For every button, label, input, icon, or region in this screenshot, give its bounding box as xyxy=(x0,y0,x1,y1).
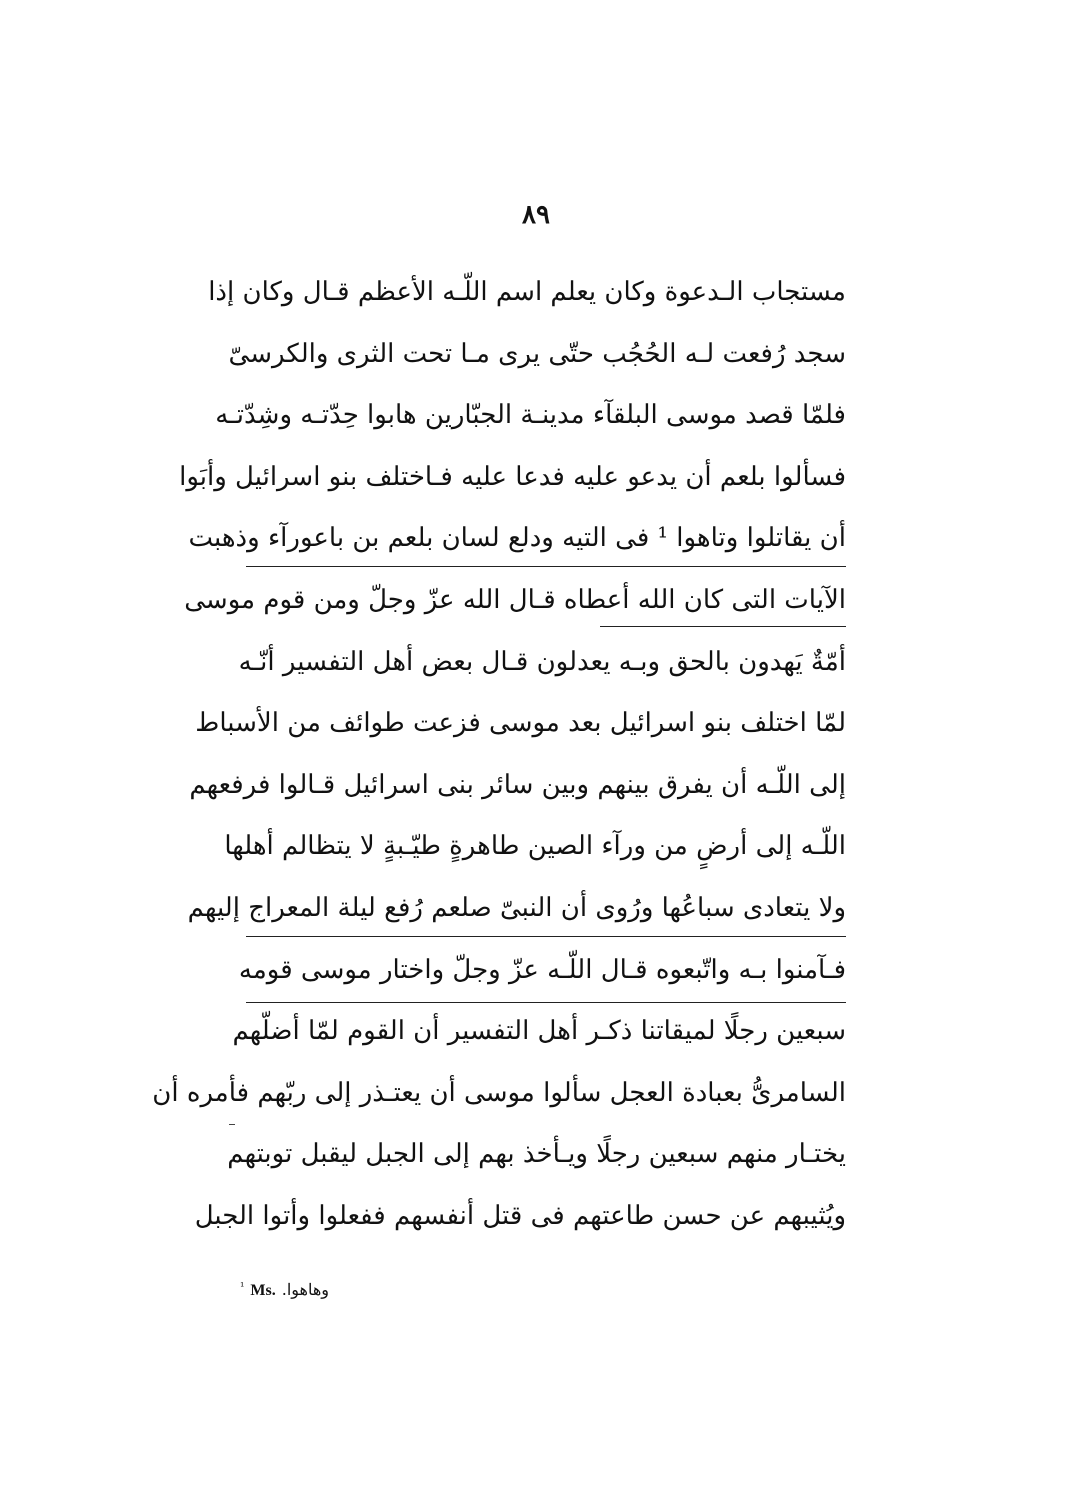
text-line: سبعين رجلًا لميقاتنا ذكـر أهل التفسير أن القوم لمّا أضلّهم xyxy=(232,1016,846,1047)
footnote-source: Ms. xyxy=(250,1282,276,1299)
arabic-text-block xyxy=(152,262,846,1248)
text-line: أن يقاتلوا وتاهوا ¹ فى التيه ودلع لسان بلعم بن باعورآء وذهبت xyxy=(188,523,846,554)
text-line: سجد رُفعت لـه الحُجُب حتّى يرى مـا تحت الثرى والكرسىّ xyxy=(228,338,846,369)
margin-tick-mark xyxy=(229,1124,235,1125)
text-line: فلمّا قصد موسى البلقآء مدينـة الجبّارين هابوا حِدّتـه وشِدّتـه xyxy=(215,400,846,431)
text-line: لمّا اختلف بنو اسرائيل بعد موسى فزعت طوائف من الأسباط xyxy=(195,708,846,739)
page-number: ٨٩ xyxy=(522,200,550,230)
underline-mark xyxy=(246,566,846,567)
text-line: إلى اللّـه أن يفرق بينهم وبين سائر بنى اسرائيل قـالوا فرفعهم xyxy=(189,769,846,800)
text-line: فسألوا بلعم أن يدعو عليه فدعا عليه فـاختلف بنو اسرائيل وأبَوا xyxy=(179,461,846,492)
text-line: مستجاب الـدعوة وكان يعلم اسم اللّـه الأعظم قـال وكان إذا xyxy=(208,277,846,307)
footnote-reading: وهاهوا. xyxy=(281,1280,330,1299)
text-line: اللّـه إلى أرضٍ من ورآء الصين طاهرةٍ طيّـبةٍ لا يتظالم أهلها xyxy=(224,831,846,862)
text-line: الآيات التى كان الله أعطاه قـال الله عزّ وجلّ ومن قوم موسى xyxy=(184,584,846,615)
underline-mark xyxy=(246,936,846,937)
text-line: أمّةٌ يَهدون بالحق وبـه يعدلون قـال بعض أهل التفسير أنّـه xyxy=(238,646,846,677)
footnote xyxy=(240,1280,440,1300)
text-line: يختـار منهم سبعين رجلًا ويـأخذ بهم إلى الجبل ليقبل توبتهم xyxy=(227,1139,846,1170)
underline-mark xyxy=(246,1002,846,1003)
text-line: ويُثيبهم عن حسن طاعتهم فى قتل أنفسهم ففعلوا وأتوا الجبل xyxy=(194,1200,846,1231)
text-line: السامرىُّ بعبادة العجل سألوا موسى أن يعتـذر إلى ربّهم فأمره أن xyxy=(152,1077,846,1108)
footnote-number: ¹ xyxy=(240,1280,245,1293)
text-line: ولا يتعادى سباعُها ورُوى أن النبىّ صلعم رُفع ليلة المعراج إليهم xyxy=(187,892,846,923)
text-line: فـآمنوا بـه واتّبعوه قـال اللّـه عزّ وجلّ واختار موسى قومه xyxy=(238,954,846,985)
underline-mark xyxy=(600,626,846,627)
